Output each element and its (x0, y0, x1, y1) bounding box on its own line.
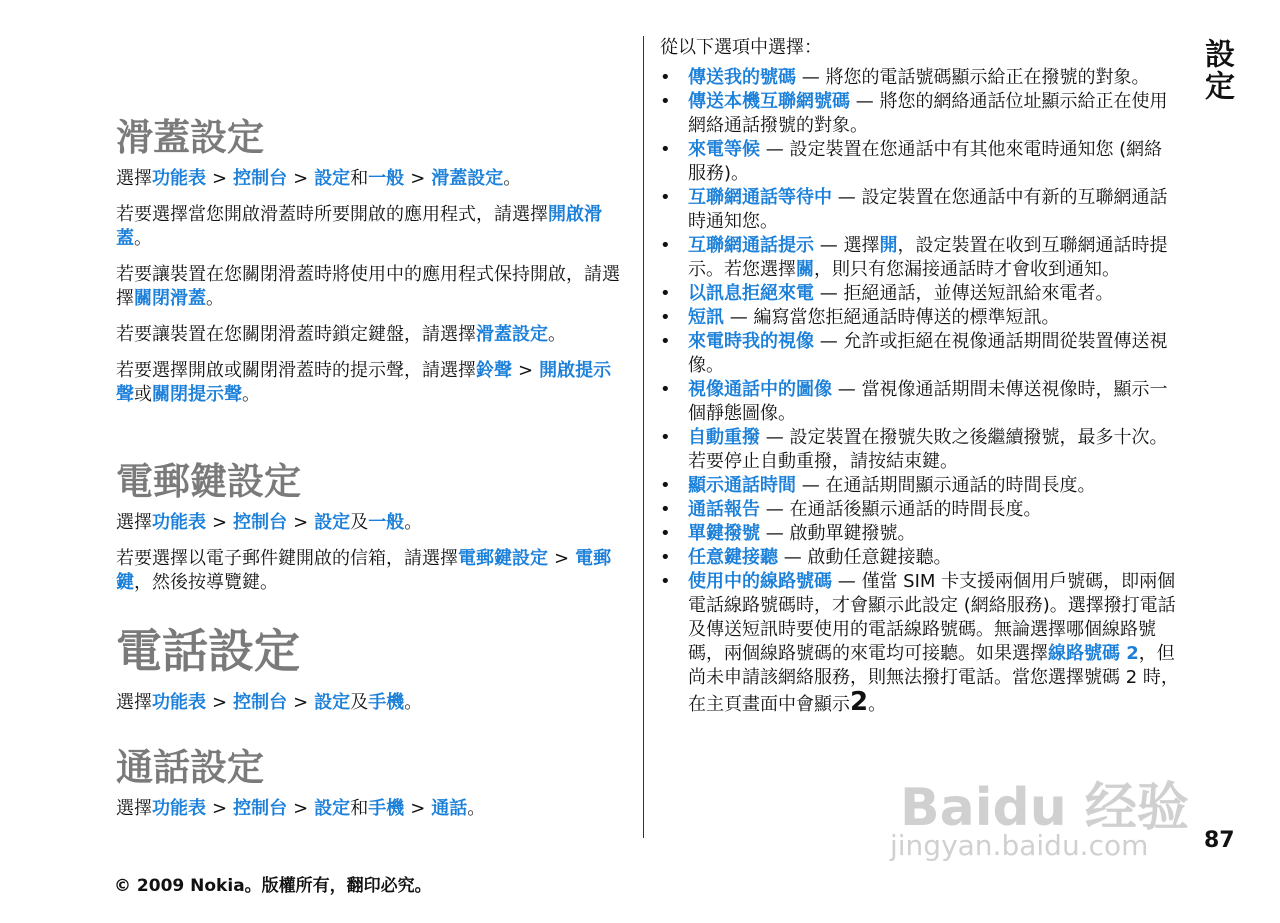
path-separator: > (518, 359, 534, 381)
text: 若要選擇當您開啟滑蓋時所要開啟的應用程式，請選擇 (116, 203, 548, 225)
close-tone-link[interactable]: 關閉提示聲 (152, 383, 242, 405)
line-2-link[interactable]: 線路號碼 2 (1048, 643, 1139, 664)
path-join: 和 (350, 797, 369, 819)
list-item (660, 546, 1180, 570)
path-separator: > (410, 797, 426, 819)
list-item (660, 186, 1180, 234)
slide-open-paragraph (116, 203, 628, 251)
control-panel-link[interactable]: 控制台 (233, 691, 288, 713)
path-end: 。 (404, 691, 423, 713)
email-key-paragraph (116, 547, 628, 595)
handset-link[interactable]: 手機 (368, 797, 405, 819)
text: 。 (548, 323, 566, 345)
text: 若要讓裝置在您關閉滑蓋時鎖定鍵盤，請選擇 (116, 323, 476, 345)
settings-link[interactable]: 設定 (314, 511, 351, 533)
slide-settings-section (116, 118, 628, 419)
list-item (660, 234, 1180, 282)
handset-link[interactable]: 手機 (368, 691, 405, 713)
option-desc: — 啟動任意鍵接聽。 (778, 547, 952, 568)
text: 。 (242, 383, 260, 405)
text: 若要選擇開啟或關閉滑蓋時的提示聲，請選擇 (116, 359, 476, 381)
option-desc: — 拒絕通話，並傳送短訊給來電者。 (814, 283, 1114, 304)
option-desc: — 設定裝置在您通話中有其他來電時通知您 (網絡服務)。 (688, 139, 1163, 184)
phone-settings-heading: 電話設定 (116, 624, 300, 678)
list-item (660, 330, 1180, 378)
option-term[interactable]: 顯示通話時間 (688, 475, 796, 496)
list-item (660, 498, 1180, 522)
option-term[interactable]: 單鍵撥號 (688, 523, 760, 544)
email-key-heading: 電郵鍵設定 (116, 460, 301, 503)
settings-link[interactable]: 設定 (314, 797, 351, 819)
option-term[interactable]: 短訊 (688, 307, 724, 328)
path-prefix: 選擇 (116, 167, 152, 189)
column-divider (643, 36, 644, 838)
option-term[interactable]: 傳送本機互聯網號碼 (688, 91, 850, 112)
on-value-link[interactable]: 開 (879, 235, 898, 256)
email-key-link[interactable]: 電郵鍵 (116, 547, 612, 593)
option-desc: 。 (868, 694, 887, 715)
general-link[interactable]: 一般 (368, 511, 405, 533)
list-item (660, 306, 1180, 330)
path-prefix: 選擇 (116, 797, 152, 819)
list-item (660, 378, 1180, 426)
list-item (660, 282, 1180, 306)
general-link[interactable]: 一般 (368, 167, 405, 189)
slide-settings-option-link[interactable]: 滑蓋設定 (476, 323, 548, 345)
ringtone-link[interactable]: 鈴聲 (476, 359, 512, 381)
list-item (660, 90, 1180, 138)
path-separator: > (212, 167, 228, 189)
close-slide-link[interactable]: 關閉滑蓋 (134, 287, 206, 309)
baidu-logo: Baidu 经验 (900, 778, 1189, 838)
path-end: 。 (503, 167, 522, 189)
path-separator: > (554, 547, 570, 569)
option-desc: — 將您的網絡通話位址顯示給正在使用網絡通話撥號的對象。 (688, 91, 1168, 136)
baidu-url: jingyan.baidu.com (890, 829, 1149, 862)
option-desc: — 設定裝置在撥號失敗之後繼續撥號，最多十次。若要停止自動重撥，請按結束鍵。 (688, 427, 1168, 472)
menu-link[interactable]: 功能表 (152, 691, 206, 713)
option-term[interactable]: 使用中的線路號碼 (688, 571, 832, 592)
list-item (660, 522, 1180, 546)
option-desc: — 在通話後顯示通話的時間長度。 (760, 499, 1042, 520)
path-join: 及 (350, 511, 369, 533)
text: ，然後按導覽鍵。 (134, 571, 278, 593)
path-separator: > (212, 511, 228, 533)
option-term[interactable]: 以訊息拒絕來電 (688, 283, 814, 304)
settings-link[interactable]: 設定 (314, 167, 351, 189)
path-end: 。 (467, 797, 486, 819)
email-key-settings-section (116, 462, 628, 595)
off-value-link[interactable]: 關 (796, 259, 814, 280)
option-desc: — 在通話期間顯示通話的時間長度。 (796, 475, 1096, 496)
list-item (660, 138, 1180, 186)
slide-settings-heading: 滑蓋設定 (116, 116, 264, 159)
control-panel-link[interactable]: 控制台 (233, 167, 288, 189)
call-options-column (660, 36, 1180, 717)
path-join: 及 (350, 691, 369, 713)
email-key-path (116, 511, 628, 535)
call-options-list (660, 66, 1180, 717)
open-tone-link[interactable]: 開啟提示聲 (116, 359, 612, 405)
path-join: 和 (350, 167, 369, 189)
control-panel-link[interactable]: 控制台 (233, 511, 288, 533)
option-term[interactable]: 自動重撥 (688, 427, 760, 448)
option-term[interactable]: 傳送我的號碼 (688, 67, 796, 88)
option-desc: — 當視像通話期間未傳送視像時，顯示一個靜態圖像。 (688, 379, 1168, 424)
option-term[interactable]: 互聯網通話提示 (688, 235, 814, 256)
slide-settings-path (116, 167, 628, 191)
path-separator: > (293, 511, 309, 533)
phone-settings-section (116, 626, 628, 715)
baidu-watermark (880, 765, 1210, 875)
option-term[interactable]: 通話報告 (688, 499, 760, 520)
option-term[interactable]: 視像通話中的圖像 (688, 379, 832, 400)
text: 若要選擇以電子郵件鍵開啟的信箱，請選擇 (116, 547, 458, 569)
call-settings-path (116, 797, 628, 821)
option-term[interactable]: 任意鍵接聽 (688, 547, 778, 568)
path-separator: > (410, 167, 426, 189)
list-item (660, 570, 1180, 717)
option-desc: ，但尚未申請該網絡服務，則無法撥打電話。當您選擇號碼 2 時，在主頁畫面中會顯示 (688, 643, 1179, 715)
path-separator: > (212, 797, 228, 819)
path-separator: > (293, 691, 309, 713)
chapter-side-title: 設定 (1199, 38, 1234, 102)
text: 或 (134, 383, 152, 405)
option-term[interactable]: 來電等候 (688, 139, 760, 160)
copyright-footer: © 2009 Nokia。版權所有，翻印必究。 (114, 876, 432, 896)
options-intro: 從以下選項中選擇： (660, 37, 822, 58)
path-prefix: 選擇 (116, 691, 152, 713)
slide-lock-paragraph (116, 323, 628, 347)
option-desc: — 設定裝置在您通話中有新的互聯網通話時通知您。 (688, 187, 1168, 232)
slide-settings-link[interactable]: 滑蓋設定 (431, 167, 504, 189)
settings-link[interactable]: 設定 (314, 691, 351, 713)
slide-tone-paragraph (116, 359, 628, 407)
list-item (660, 426, 1180, 474)
call-settings-heading: 通話設定 (116, 746, 264, 789)
open-slide-link[interactable]: 開啟滑蓋 (116, 203, 602, 249)
path-prefix: 選擇 (116, 511, 152, 533)
call-link[interactable]: 通話 (431, 797, 468, 819)
option-term[interactable]: 互聯網通話等待中 (688, 187, 832, 208)
slide-close-paragraph (116, 263, 628, 311)
option-desc: ，則只有您漏接通話時才會收到通知。 (814, 259, 1120, 280)
path-separator: > (212, 691, 228, 713)
path-end: 。 (404, 511, 423, 533)
list-item (660, 66, 1180, 90)
option-desc: — 啟動單鍵撥號。 (760, 523, 916, 544)
option-desc: ，設定裝置在收到互聯網通話時提示。若您選擇 (688, 235, 1168, 280)
option-desc: — 將您的電話號碼顯示給正在撥號的對象。 (796, 67, 1150, 88)
line-2-indicator-icon: 2 (850, 687, 869, 717)
text: 若要讓裝置在您關閉滑蓋時將使用中的應用程式保持開啟，請選擇 (116, 263, 620, 309)
option-term[interactable]: 來電時我的視像 (688, 331, 814, 352)
menu-link[interactable]: 功能表 (152, 797, 206, 819)
phone-settings-path (116, 691, 628, 715)
option-desc: — 選擇 (814, 235, 880, 256)
text: 。 (206, 287, 224, 309)
menu-link[interactable]: 功能表 (152, 167, 206, 189)
text: 。 (134, 227, 152, 249)
list-item (660, 474, 1180, 498)
option-desc: — 允許或拒絕在視像通話期間從裝置傳送視像。 (688, 331, 1168, 376)
menu-link[interactable]: 功能表 (152, 511, 206, 533)
path-separator: > (293, 167, 309, 189)
call-settings-section (116, 748, 628, 821)
email-key-settings-link[interactable]: 電郵鍵設定 (458, 547, 548, 569)
path-separator: > (293, 797, 309, 819)
page-number: 87 (1204, 828, 1235, 853)
control-panel-link[interactable]: 控制台 (233, 797, 288, 819)
option-desc: — 僅當 SIM 卡支援兩個用戶號碼，即兩個電話線路號碼時，才會顯示此設定 (網絡服務)。選擇撥打電話及傳送短訊時要使用的電話線路號碼。無論選擇哪個線路號碼，兩個線路號碼的來電均可接聽。如果選擇 (688, 571, 1176, 664)
option-desc: — 編寫當您拒絕通話時傳送的標準短訊。 (724, 307, 1060, 328)
